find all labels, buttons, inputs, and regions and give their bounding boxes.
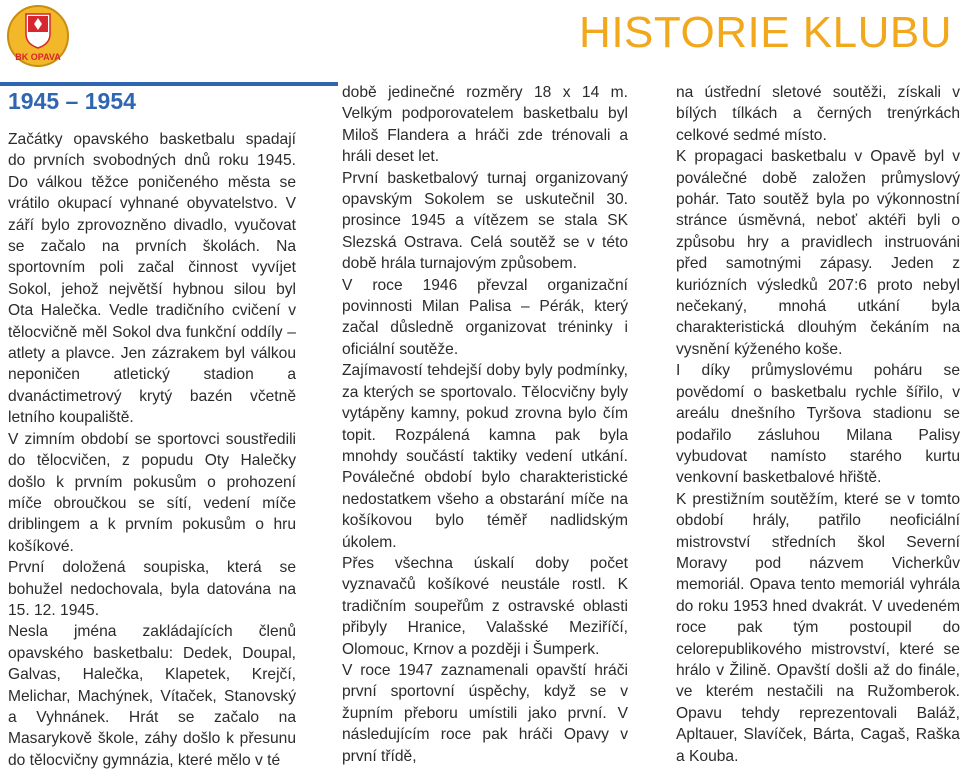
paragraph: V roce 1946 převzal organizační povinnosti Milan Palisa – Pérák, který začal důsledně organizovat tréninky i oficiální soutěže. [342,276,628,358]
text-column-3 [676,82,960,767]
paragraph: Nesla jména zakládajících členů opavského basketbalu: Dedek, Doupal, Galvas, Halečka, Klapetek, Krejčí, Melichar, Machýnek, Vítaček, Stanovský a Vyhnánek. Hrát se začalo na Masarykově škole, záhy došlo k přesunu do tělocvičny gymnázia, které mělo v té [8,623,296,769]
paragraph: na ústřední sletové soutěži, získali v bílých tílkách a černých trenýrkách celkové sedmé místo. [676,84,960,144]
text-column-2 [342,82,628,767]
paragraph: V zimním období se sportovci soustředili do tělocvičen, z popudu Oty Halečky došlo k prvním pokusům o prohození míče obroučkou se sítí, vedení míče driblingem a k prvním pokusům o hru košíkové. [8,430,296,555]
paragraph: K propagaci basketbalu v Opavě byl v poválečné době založen průmyslový pohár. Tato soutěž byla po výkonnostní stránce úsměvná, neboť aktéři byli o způsobu hry a pravidlech instruováni před samotnými zápasy. Jeden z kuriózních výsledků 207:6 proto nebyl nečekaný, mnohá utkání byla charakteristická dlouhým čekáním na vysnění kýženého koše. [676,148,960,358]
paragraph: První basketbalový turnaj organizovaný opavským Sokolem se uskutečnil 30. prosince 1945 a vítězem se stala SK Slezská Ostrava. Celá soutěž se v této době hrála turnajovým způsobem. [342,169,628,273]
page-title: HISTORIE KLUBU [579,8,952,57]
paragraph: V roce 1947 zaznamenali opavští hráči první sportovní úspěchy, když se v župním přeboru umístili jako první. V následujícím roce pak hráči Opavy v první třídě, [342,661,628,765]
club-logo [6,4,70,68]
paragraph: K prestižním soutěžím, které se v tomto období hrály, patřilo neoficiální mistrovství středních škol Severní Moravy pod názvem Vicherkův memoriál. Opava tento memoriál vyhrála do roku 1953 hned dvakrát. V uvedeném roce pak tým postoupil do celorepublikového mistrovství, které se hrálo v Žilině. Opavští došli až do finále, ve kterém nestačili na Ružomberok. Opavu tehdy reprezentovali Baláž, Apltauer, Slavíček, Bárta, Cagaš, Raška a Kouba. [676,490,960,765]
club-logo-graphic [6,4,70,68]
text-column-1 [8,88,296,771]
logo-text: BK OPAVA [15,52,61,62]
heading-rule [0,82,338,86]
paragraph: Začátky opavského basketbalu spadají do prvních svobodných dnů roku 1945. Do válkou těžce poničeného města se vrátilo okupací vyhnané obyvatelstvo. V září bylo zprovozněno divadlo, vyučovat se začalo na prvních školách. Na sportovním poli začal činnost vyvíjet Sokol, jehož největší hybnou silou byl Ota Halečka. Vedle tradičního cvičení v tělocvičně měl Sokol dva funkční oddíly – atlety a plavce. Jen zázrakem byl válkou neponičen atletický stadion a dvanáctimetrový krytý bazén včetně letního koupaliště. [8,131,296,427]
paragraph: I díky průmyslovému poháru se povědomí o basketbalu rychle šířilo, v areálu dnešního Tyršova stadionu se podařilo zásluhou Milana Palisy vybudovat namísto starého kurtu venkovní basketbalové hřiště. [676,362,960,487]
paragraph: Přes všechna úskalí doby počet vyznavačů košíkové neustále rostl. K tradičním soupeřům z ostravské oblasti přibyly Hranice, Valašské Meziříčí, Olomouc, Krnov a později i Šumperk. [342,554,628,658]
section-heading: 1945 – 1954 [8,88,136,114]
paragraph: První doložená soupiska, která se bohužel nedochovala, byla datována na 15. 12. 1945. [8,559,296,619]
paragraph: Zajímavostí tehdejší doby byly podmínky, za kterých se sportovalo. Tělocvičny byly vytápěny kamny, pokud zrovna bylo čím topit. Rozpálená kamna pak byla mnohdy součástí taktiky vedení utkání. Poválečné období bylo charakteristické nedostatkem všeho a obstarání míče na košíkovou bylo téměř nadlidským úkolem. [342,362,628,551]
paragraph: době jedinečné rozměry 18 x 14 m. Velkým podporovatelem basketbalu byl Miloš Flandera a hráči zde trénovali a hráli deset let. [342,84,628,166]
